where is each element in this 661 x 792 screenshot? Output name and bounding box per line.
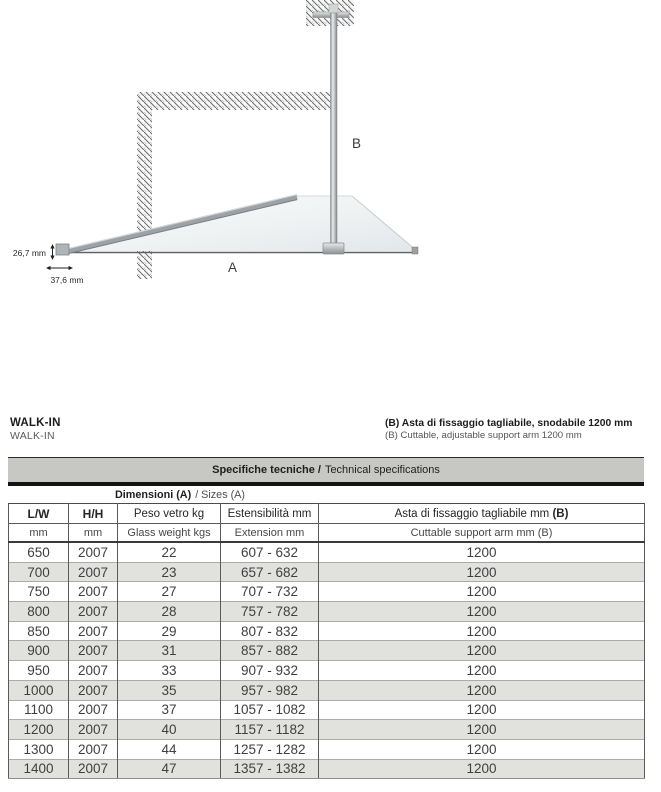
table-cell: 1200 [319,602,645,622]
col-header-weight-en: Glass weight kgs [118,524,221,543]
table-cell: 2007 [69,720,118,740]
table-row [9,759,645,779]
col-header-hh: H/H [69,504,118,524]
table-cell: 1200 [319,562,645,582]
table-row [9,542,645,562]
table-cell: 1200 [9,720,69,740]
table-cell: 2007 [69,542,118,562]
col-header-extension-en: Extension mm [221,524,319,543]
table-cell: 957 - 982 [221,680,319,700]
table-cell: 2007 [69,641,118,661]
table-row [9,680,645,700]
table-cell: 757 - 782 [221,602,319,622]
table-cell: 650 [9,542,69,562]
table-cell: 857 - 882 [221,641,319,661]
table-cell: 2007 [69,739,118,759]
section-bar-bottom-rule [8,482,644,486]
table-cell: 2007 [69,661,118,681]
table-cell: 1300 [9,739,69,759]
table-cell: 1200 [319,621,645,641]
table-cell: 33 [118,661,221,681]
table-cell: 1100 [9,700,69,720]
table-cell: 47 [118,759,221,779]
table-cell: 2007 [69,680,118,700]
table-cell: 807 - 832 [221,621,319,641]
table-cell: 1000 [9,680,69,700]
table-cell: 2007 [69,582,118,602]
table-cell: 29 [118,621,221,641]
table-row [9,720,645,740]
table-cell: 1400 [9,759,69,779]
table-cell: 1357 - 1382 [221,759,319,779]
arm-note-en: (B) Cuttable, adjustable support arm 1200 mm [385,430,582,441]
table-cell: 2007 [69,700,118,720]
table-cell: 1200 [319,680,645,700]
width-label: A [228,260,238,275]
table-cell: 1200 [319,582,645,602]
support-arm-rod [331,13,338,250]
table-cell: 1200 [319,720,645,740]
dimensions-caption [8,487,644,503]
col-header-arm-it-text: Asta di fissaggio tagliabile mm [394,507,553,520]
table-cell: 657 - 682 [221,562,319,582]
table-cell: 1057 - 1082 [221,700,319,720]
dimensions-caption-it: Dimensioni (A) [115,489,192,501]
specifications-table [8,503,645,779]
col-header-arm-it [319,504,645,524]
product-title-en: WALK-IN [10,430,55,442]
table-cell: 750 [9,582,69,602]
table-cell: 27 [118,582,221,602]
table-row [9,661,645,681]
ceiling-bracket-stub [329,4,338,13]
col-header-lw: L/W [9,504,69,524]
dimension-profile-height [50,244,54,260]
arm-note-block [385,418,632,442]
table-cell: 22 [118,542,221,562]
table-cell: 23 [118,562,221,582]
table-cell: 35 [118,680,221,700]
table-header-row-secondary [9,524,645,543]
table-cell: 607 - 632 [221,542,319,562]
table-cell: 2007 [69,759,118,779]
table-cell: 28 [118,602,221,622]
table-cell: 907 - 932 [221,661,319,681]
table-row [9,621,645,641]
table-header-row-primary [9,504,645,524]
technical-drawing [0,0,661,300]
table-cell: 2007 [69,621,118,641]
table-cell: 1157 - 1182 [221,720,319,740]
rod-clamp [323,243,344,254]
table-cell: 2007 [69,562,118,582]
arm-label: B [352,136,362,151]
table-cell: 40 [118,720,221,740]
product-title-block [10,417,61,443]
table-row [9,602,645,622]
profile-width-label: 37,6 mm [50,275,84,285]
table-cell: 37 [118,700,221,720]
dimension-profile-width [46,266,73,270]
table-cell: 1200 [319,739,645,759]
table-cell: 707 - 732 [221,582,319,602]
table-cell: 1200 [319,700,645,720]
col-header-arm-it-b: (B) [552,507,569,520]
product-title-it: WALK-IN [10,417,61,429]
col-header-arm-en: Cuttable support arm mm (B) [319,524,645,543]
table-row [9,739,645,759]
table-cell: 1257 - 1282 [221,739,319,759]
table-cell: 900 [9,641,69,661]
table-cell: 950 [9,661,69,681]
table-cell: 800 [9,602,69,622]
table-cell: 700 [9,562,69,582]
col-header-weight-it: Peso vetro kg [118,504,221,524]
section-bar-title-en: Technical specifications [324,464,440,476]
table-cell: 850 [9,621,69,641]
glass-panel [62,196,418,254]
table-row [9,700,645,720]
table-row [9,582,645,602]
section-bar [8,458,644,482]
table-cell: 1200 [319,661,645,681]
table-cell: 1200 [319,759,645,779]
table-row [9,562,645,582]
profile-height-label: 26,7 mm [12,248,46,258]
table-cell: 1200 [319,542,645,562]
table-row [9,641,645,661]
dimensions-caption-en: / Sizes (A) [195,489,245,501]
table-cell: 31 [118,641,221,661]
arm-note-it: (B) Asta di fissaggio tagliabile, snodabile 1200 mm [385,418,633,429]
col-header-hh-unit: mm [69,524,118,543]
table-cell: 44 [118,739,221,759]
section-bar-title-it: Specifiche tecniche / [212,464,321,476]
col-header-lw-unit: mm [9,524,69,543]
table-cell: 1200 [319,641,645,661]
col-header-extension-it: Estensibilità mm [221,504,319,524]
table-cell: 2007 [69,602,118,622]
